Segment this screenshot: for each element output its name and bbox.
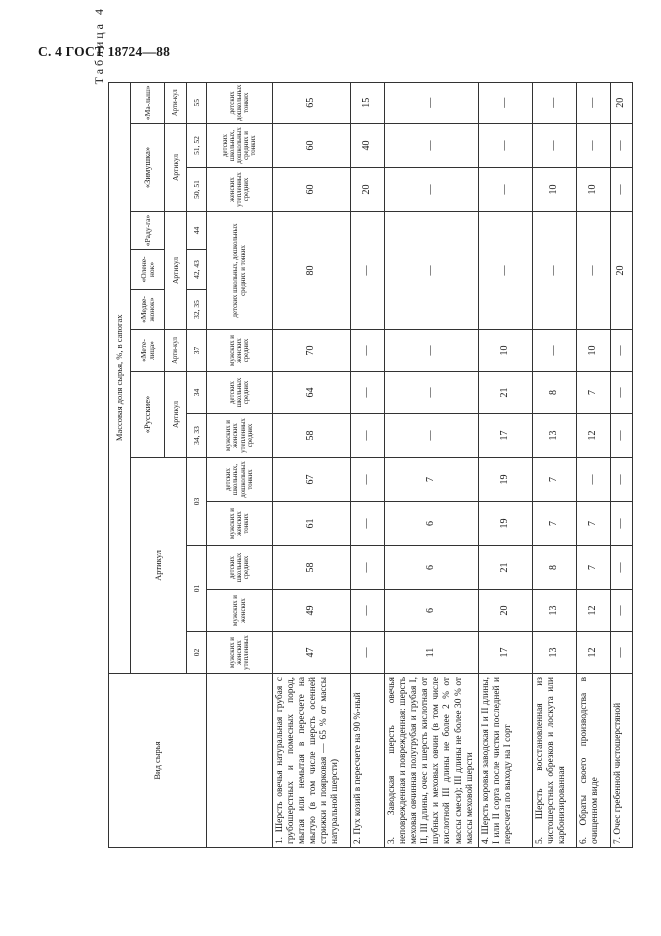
value-cell: — bbox=[610, 632, 632, 674]
value-cell: 20 bbox=[478, 590, 532, 632]
composition-table bbox=[108, 82, 633, 848]
value-cell: 7 bbox=[532, 458, 576, 502]
value-cell: — bbox=[385, 330, 479, 372]
subhead-7: детских школьных средних bbox=[207, 372, 273, 414]
artikul-header: Артикул bbox=[131, 458, 187, 674]
value-cell: 40 bbox=[351, 124, 385, 168]
value-cell: — bbox=[610, 330, 632, 372]
value-cell: 12 bbox=[576, 632, 610, 674]
value-cell: 6 bbox=[385, 590, 479, 632]
table-row bbox=[351, 82, 385, 847]
value-cell: 58 bbox=[273, 414, 351, 458]
subhead-4: мужских и женских тонких bbox=[207, 502, 273, 546]
code-z2: 51, 52 bbox=[187, 124, 207, 168]
value-cell: — bbox=[610, 414, 632, 458]
value-cell: 12 bbox=[576, 590, 610, 632]
value-cell: — bbox=[351, 372, 385, 414]
value-cell: — bbox=[478, 82, 532, 123]
raw-material-label: 5. Шерсть восстановленная из чистошерстных обрезков и лоскута или карбонизированная bbox=[532, 674, 576, 848]
subhead-9: детских школьных, дошкольных средних и тонких bbox=[207, 212, 273, 330]
group-raduga: «Раду-га» bbox=[131, 212, 165, 250]
value-cell: — bbox=[385, 82, 479, 123]
value-cell: — bbox=[351, 502, 385, 546]
artikul-malysh: Арти-кул bbox=[165, 82, 187, 123]
value-cell: 58 bbox=[273, 546, 351, 590]
value-cell: 65 bbox=[273, 82, 351, 123]
value-cell: 10 bbox=[478, 330, 532, 372]
value-cell: — bbox=[385, 372, 479, 414]
table-row bbox=[273, 82, 351, 847]
code-met: 37 bbox=[187, 330, 207, 372]
value-cell: 13 bbox=[532, 590, 576, 632]
value-cell: 19 bbox=[478, 502, 532, 546]
value-cell: 20 bbox=[610, 82, 632, 123]
table-row bbox=[478, 82, 532, 847]
value-cell: 17 bbox=[478, 414, 532, 458]
value-cell: — bbox=[351, 414, 385, 458]
value-cell: — bbox=[532, 82, 576, 123]
value-cell: 10 bbox=[576, 330, 610, 372]
code-mal: 55 bbox=[187, 82, 207, 123]
value-cell: 7 bbox=[576, 502, 610, 546]
value-cell: 47 bbox=[273, 632, 351, 674]
value-cell: — bbox=[610, 502, 632, 546]
value-cell: — bbox=[351, 590, 385, 632]
value-cell: — bbox=[351, 458, 385, 502]
artikul-metelitsa: Арти-кул bbox=[165, 330, 187, 372]
subhead-6: мужских и женских утепленных средних bbox=[207, 414, 273, 458]
value-cell: — bbox=[478, 124, 532, 168]
code-02: 02 bbox=[187, 632, 207, 674]
value-cell: 20 bbox=[610, 212, 632, 330]
value-cell: — bbox=[610, 458, 632, 502]
code-03: 03 bbox=[187, 458, 207, 546]
code-med: 32, 35 bbox=[187, 290, 207, 330]
group-zimushka: «Зимушка» bbox=[131, 124, 165, 212]
raw-material-label: 4. Шерсть коровья заводская I и II длины, I или II сорта после чистки последней и пересчета по выходу на I сорт bbox=[478, 674, 532, 848]
value-cell: — bbox=[385, 168, 479, 212]
value-cell: — bbox=[576, 124, 610, 168]
subhead-2: мужских и женских bbox=[207, 590, 273, 632]
value-cell: 7 bbox=[576, 546, 610, 590]
table-row bbox=[385, 82, 479, 847]
value-cell: — bbox=[351, 212, 385, 330]
table-row bbox=[576, 82, 610, 847]
value-cell: — bbox=[532, 212, 576, 330]
value-cell: — bbox=[385, 124, 479, 168]
value-cell: 19 bbox=[478, 458, 532, 502]
value-cell: — bbox=[610, 168, 632, 212]
group-malysh: «Ма-лыш» bbox=[131, 82, 165, 123]
value-cell: 21 bbox=[478, 372, 532, 414]
value-cell: — bbox=[610, 590, 632, 632]
raw-material-label: 1. Шерсть овечья натуральная грубая с грубошерстных и помесных пород, мытая или немытая в пересчете на мытую (в том числе шерсть осенней стрижки и поярковая — 65 % от массы натуральной шерсти) bbox=[273, 674, 351, 848]
value-cell: 49 bbox=[273, 590, 351, 632]
value-cell: — bbox=[610, 546, 632, 590]
value-cell: 70 bbox=[273, 330, 351, 372]
value-cell: 13 bbox=[532, 414, 576, 458]
code-z1: 50, 51 bbox=[187, 168, 207, 212]
artikul-russkie: Артикул bbox=[165, 372, 187, 458]
value-cell: 17 bbox=[478, 632, 532, 674]
code-01: 01 bbox=[187, 546, 207, 632]
group-russkie: «Русские» bbox=[131, 372, 165, 458]
value-cell: — bbox=[385, 414, 479, 458]
value-cell: 60 bbox=[273, 124, 351, 168]
mass-fraction-header: Массовая доля сырья, %, в сапогах bbox=[109, 82, 131, 673]
value-cell: 13 bbox=[532, 632, 576, 674]
value-cell: — bbox=[576, 82, 610, 123]
value-cell: — bbox=[478, 212, 532, 330]
subhead-11: детских школьных, дошкольных средних и тонких bbox=[207, 124, 273, 168]
value-cell: — bbox=[351, 632, 385, 674]
subhead-3: детских школьных средних bbox=[207, 546, 273, 590]
table-row bbox=[532, 82, 576, 847]
value-cell: — bbox=[478, 168, 532, 212]
group-medvezhonok: «Медве-жонок» bbox=[131, 290, 165, 330]
group-metelitsa: «Мете-лица» bbox=[131, 330, 165, 372]
value-cell: — bbox=[351, 546, 385, 590]
value-cell: 21 bbox=[478, 546, 532, 590]
value-cell: 60 bbox=[273, 168, 351, 212]
value-cell: 6 bbox=[385, 546, 479, 590]
raw-material-label: 7. Очес гребенной чистошерстяной bbox=[610, 674, 632, 848]
raw-type-header: Вид сырья bbox=[109, 674, 207, 848]
value-cell: 8 bbox=[532, 546, 576, 590]
code-rad: 44 bbox=[187, 212, 207, 250]
value-cell: 20 bbox=[351, 168, 385, 212]
subhead-empty bbox=[207, 674, 273, 848]
subhead-10: женских утепленных средних bbox=[207, 168, 273, 212]
value-cell: 11 bbox=[385, 632, 479, 674]
value-cell: — bbox=[532, 330, 576, 372]
value-cell: — bbox=[576, 458, 610, 502]
raw-material-label: 6. Обраты своего производства в очищенном виде bbox=[576, 674, 610, 848]
value-cell: 10 bbox=[532, 168, 576, 212]
value-cell: 8 bbox=[532, 372, 576, 414]
table-number: Таблица 4 bbox=[92, 6, 106, 85]
value-cell: 15 bbox=[351, 82, 385, 123]
value-cell: — bbox=[610, 372, 632, 414]
subhead-12: детских дошкольных тонких bbox=[207, 82, 273, 123]
value-cell: — bbox=[532, 124, 576, 168]
subhead-1: мужских и женских утепленных bbox=[207, 632, 273, 674]
group-olenenok: «Олене-нок» bbox=[131, 250, 165, 290]
value-cell: 12 bbox=[576, 414, 610, 458]
page-header: С. 4 ГОСТ 18724—88 bbox=[38, 44, 171, 59]
value-cell: — bbox=[576, 212, 610, 330]
subhead-8: мужских и женских средних bbox=[207, 330, 273, 372]
value-cell: 67 bbox=[273, 458, 351, 502]
value-cell: 7 bbox=[532, 502, 576, 546]
value-cell: 7 bbox=[576, 372, 610, 414]
value-cell: 80 bbox=[273, 212, 351, 330]
code-r1: 34, 33 bbox=[187, 414, 207, 458]
artikul-children: Артикул bbox=[165, 212, 187, 330]
subhead-5: детских школьных, дошкольных тонких bbox=[207, 458, 273, 502]
artikul-zimushka: Артикул bbox=[165, 124, 187, 212]
code-r2: 34 bbox=[187, 372, 207, 414]
value-cell: 10 bbox=[576, 168, 610, 212]
code-ole: 42, 43 bbox=[187, 250, 207, 290]
table-row bbox=[610, 82, 632, 847]
raw-material-label: 2. Пух козий в пересчете на 90 %-ный bbox=[351, 674, 385, 848]
value-cell: 6 bbox=[385, 502, 479, 546]
value-cell: — bbox=[351, 330, 385, 372]
rotated-table-block bbox=[86, 0, 661, 848]
value-cell: 61 bbox=[273, 502, 351, 546]
raw-material-label: 3. Заводская шерсть овечья неповрежденная и поврежденная: шерсть меховая овчинная полугрубая и грубая I, II, III длины, очес и шерсть кислотная от шубных и меховых овчин (в том числе кислотной III длины не более 2 % от массы смеси); III длины не более 30 % от массы меховой шерсти bbox=[385, 674, 479, 848]
value-cell: — bbox=[385, 212, 479, 330]
value-cell: 7 bbox=[385, 458, 479, 502]
value-cell: — bbox=[610, 124, 632, 168]
value-cell: 64 bbox=[273, 372, 351, 414]
